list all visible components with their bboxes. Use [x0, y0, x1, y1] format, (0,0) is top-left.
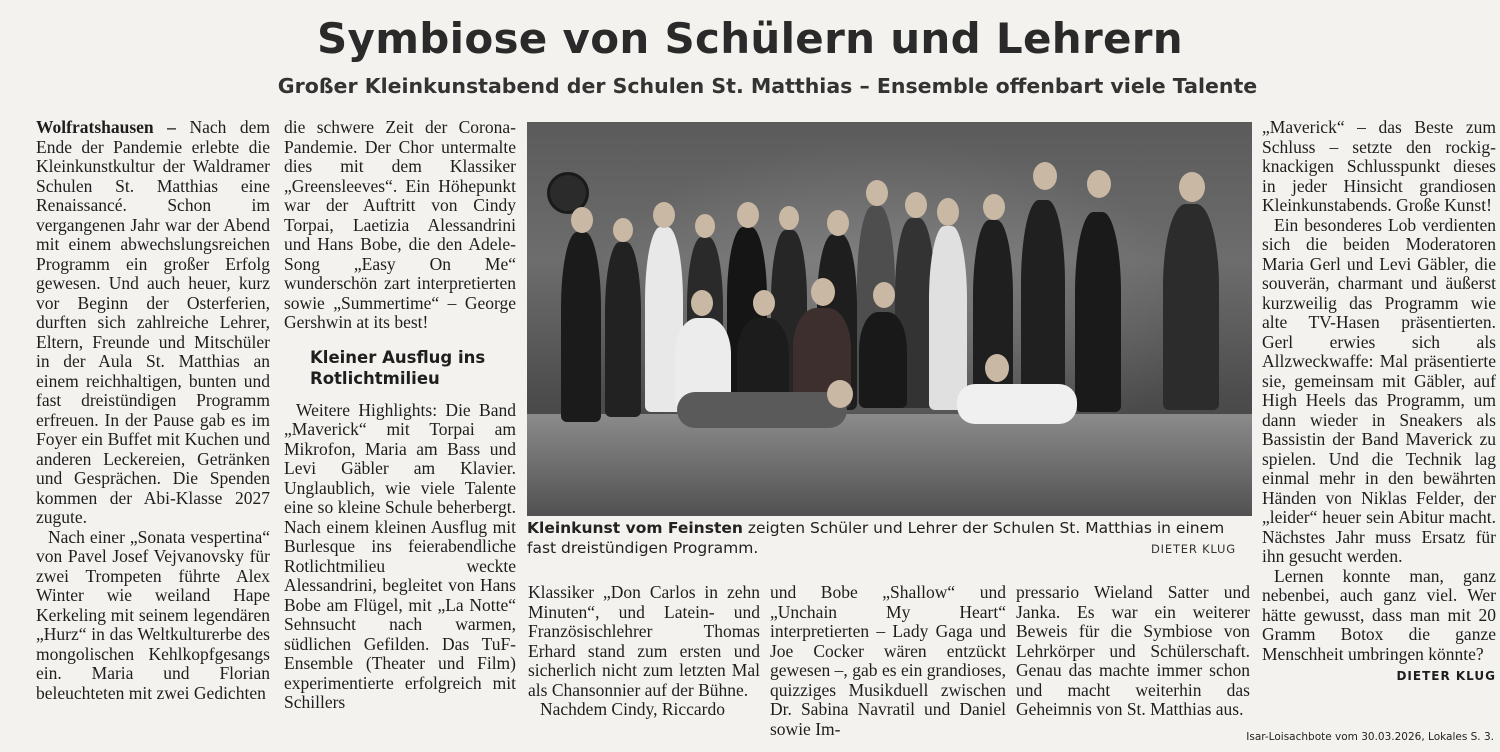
- article-photo: [527, 122, 1252, 516]
- caption-text: zeigten Schüler und Lehrer der Schulen St. Matthias in einem fast dreistündigen Programm.: [527, 519, 1225, 557]
- article-column-5: [1016, 583, 1250, 720]
- article-paragraph: Ein besonderes Lob verdienten sich die beiden Moderatoren Maria Gerl und Levi Gäbler, die souverän, charmant und äußerst kurzweilig das Programm wie alte TV-Hasen präsentierten. Gerl erwies sich als Allzweckwaffe: Mal präsentierte sie, gemeinsam mit Gäbler, auf High Heels das Programm, um dann wieder in Sneakers als Bassistin der Band Maverick zu spielen. Und die Technik lag einmal mehr in den bewährten Händen von Niklas Felder, der „leider“ heuer sein Abitur macht. Nächstes Jahr muss Ersatz für ihn gesucht werden.: [1262, 214, 1496, 566]
- article-paragraph: die schwere Zeit der Corona-Pandemie. Der Chor untermalte dies mit dem Klassiker „Greensleeves“. Ein Höhepunkt war der Auftritt von Cindy Torpai, Laetizia Alessandrini und Hans Bobe, die den Adele-Song „Easy On Me“ wunderschön zart interpretierten sowie „Summertime“ – George Gershwin at its best!: [284, 117, 516, 332]
- article-column-6: [1262, 118, 1496, 687]
- source-reference: Isar-Loisachbote vom 30.03.2026, Lokales S. 3.: [1246, 731, 1494, 743]
- article-paragraph: pressario Wieland Satter und Janka. Es war ein weiterer Beweis für die Symbiose von Lehrkörper und Schülerschaft. Genau das machte immer schon und macht weiterhin das Geheimnis von St. Matthias aus.: [1016, 582, 1250, 719]
- article-paragraph: und Bobe „Shallow“ und „Unchain My Heart“ interpretierten – Lady Gaga und Joe Cocker wären entzückt gewesen –, gab es ein grandioses, quizziges Musikduell zwischen Dr. Sabina Navratil und Daniel sowie Im-: [770, 582, 1006, 739]
- article-headline: Symbiose von Schülern und Lehrern: [317, 14, 1183, 63]
- article-author: DIETER KLUG: [1396, 669, 1496, 683]
- article-paragraph: Nachdem Cindy, Riccardo: [540, 699, 725, 719]
- article-column-3: [528, 583, 760, 720]
- dateline: Wolfratshausen –: [36, 117, 176, 137]
- article-column-4: [770, 583, 1006, 739]
- section-heading: Kleiner Ausflug ins Rotlichtmilieu: [310, 347, 486, 388]
- photo-credit: DIETER KLUG: [1151, 542, 1236, 556]
- article-paragraph: „Maverick“ – das Beste zum Schluss – setzte den rockig-knackigen Schlusspunkt dieses in jeder Hinsicht grandiosen Kleinkunstabends. Große Kunst!: [1262, 117, 1496, 215]
- caption-lead: Kleinkunst vom Feinsten: [527, 519, 743, 537]
- article-subheadline: Großer Kleinkunstabend der Schulen St. Matthias – Ensemble offenbart viele Talente: [277, 74, 1258, 98]
- paragraph-text: Lernen konnte man, ganz nebenbei, auch ganz viel. Wer hätte gewusst, dass man mit 20 Gramm Botox die ganze Menschheit umbringen könnte?: [1262, 565, 1496, 664]
- article-paragraph: Klassiker „Don Carlos in zehn Minuten“, und Latein- und Französischlehrer Thomas Erhard stand zum ersten und sicherlich nicht zum letzten Mal als Chansonnier auf der Bühne.: [528, 582, 760, 700]
- article-paragraph: Weitere Highlights: Die Band „Maverick“ mit Torpai am Mikrofon, Maria am Bass und Levi Gäbler am Klavier. Unglaublich, wie viele Talente eine so kleine Schule beherbergt. Nach einem kleinen Ausflug mit Burlesque ins feierabendliche Rotlichtmilieu weckte Alessandrini, begleitet von Hans Bobe am Flügel, mit „La Notte“ Sehnsucht nach warmen, südlichen Gefilden. Das TuF-Ensemble (Theater und Film) experimentierte erfolgreich mit Schillers: [284, 399, 516, 712]
- article-paragraph: Nach einer „Sonata vespertina“ von Pavel Josef Vejvanovsky für zwei Trompeten führte Alex Winter wie weiland Hape Kerkeling mit seinem legendären „Hurz“ in das Weltkulturerbe des mongolischen Kehlkopfgesangs ein. Maria und Florian beleuchteten mit zwei Gedichten: [36, 526, 270, 703]
- article-column-1: [36, 118, 270, 703]
- paragraph-text: Nach dem Ende der Pandemie erlebte die Kleinkunstkultur der Waldramer Schulen St. Matthias eine Renaissancé. Schon im vergangenen Jahr war der Abend mit einem abwechslungsreichen Programm ein großer Erfolg gewesen. Und auch heuer, kurz vor Beginn der Osterferien, durften sich zahlreiche Lehrer, Eltern, Freunde und Mitschüler in der Aula St. Matthias an einem reichhaltigen, bunten und fast dreistündigen Programm erfreuen. In der Pause gab es im Foyer ein Buffet mit Kuchen und anderen Leckereien, Getränken und Gesprächen. Die Spenden kommen der Abi-Klasse 2027 zugute.: [36, 117, 270, 527]
- article-paragraph: [36, 118, 270, 528]
- stage-floor: [527, 414, 1252, 516]
- photo-caption: [527, 519, 1252, 558]
- article-paragraph: [1262, 565, 1496, 683]
- article-column-2: [284, 118, 516, 713]
